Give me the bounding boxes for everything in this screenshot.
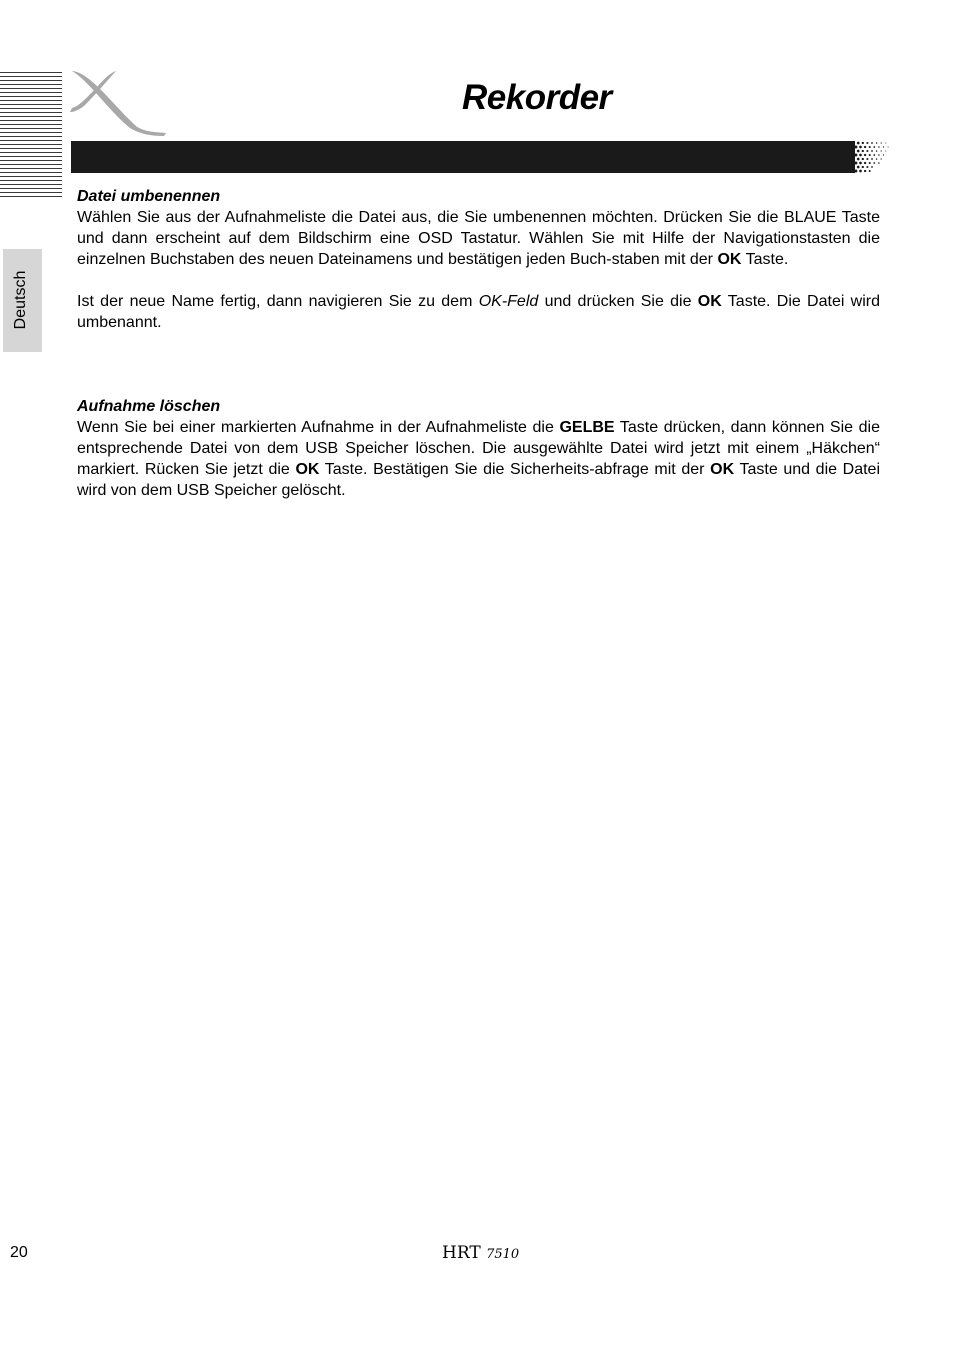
paragraph (77, 207, 880, 270)
section-heading: Aufnahme löschen (77, 398, 221, 415)
text-run: Taste. Bestätigen Sie die Sicherheits-abfrage mit der (319, 461, 711, 478)
text-run: Wenn Sie bei einer markierten Aufnahme in der Aufnahmeliste die (77, 419, 560, 436)
dotted-bar-end-decoration (846, 141, 890, 173)
text-run: Ist der neue Name fertig, dann navigieren Sie zu dem (77, 293, 479, 310)
title-bar (71, 141, 855, 173)
striped-edge-decoration (0, 72, 62, 200)
language-tab-label: Deutsch (12, 270, 29, 330)
text-run: Taste drücken, dann können Sie die entsprechende Datei von dem USB Speicher löschen. Die ausgewählte Datei wird jetzt mit einem „Häkchen“ markiert. Rücken Sie jetzt die (77, 419, 880, 478)
model-label (442, 1243, 519, 1263)
main-content (77, 186, 880, 501)
text-run: Taste. (741, 251, 789, 268)
bold-text: OK (295, 461, 320, 478)
text-run: Wählen Sie aus der Aufnahmeliste die Datei aus, die Sie umbenennen möchten. Drücken Sie die BLAUE Taste und dann erscheint auf dem Bildschirm eine OSD Tastatur. Wählen Sie mit Hilfe der Navigationstasten die einzelnen Buchstaben des neuen Dateinamens und bestätigen jeden Buch-staben mit der (77, 209, 880, 268)
bold-text: OK (697, 293, 722, 310)
bold-text: GELBE (559, 419, 615, 436)
text-run: Taste. Die Datei wird umbenannt. (77, 293, 881, 331)
bold-text: OK (717, 251, 742, 268)
text-run: Taste und die Datei wird von dem USB Speicher gelöscht. (77, 461, 880, 499)
italic-text: OK-Feld (478, 293, 539, 310)
model-number: 7510 (486, 1247, 520, 1262)
paragraph (77, 417, 880, 501)
section-heading: Datei umbenennen (77, 188, 221, 205)
text-run: und drücken Sie die (538, 293, 698, 310)
model-name: HRT (442, 1243, 481, 1263)
bold-text: OK (710, 461, 735, 478)
page-title: Rekorder (462, 78, 612, 117)
x-brand-logo-icon (66, 66, 170, 138)
paragraph (77, 291, 880, 333)
page-number: 20 (10, 1244, 28, 1261)
